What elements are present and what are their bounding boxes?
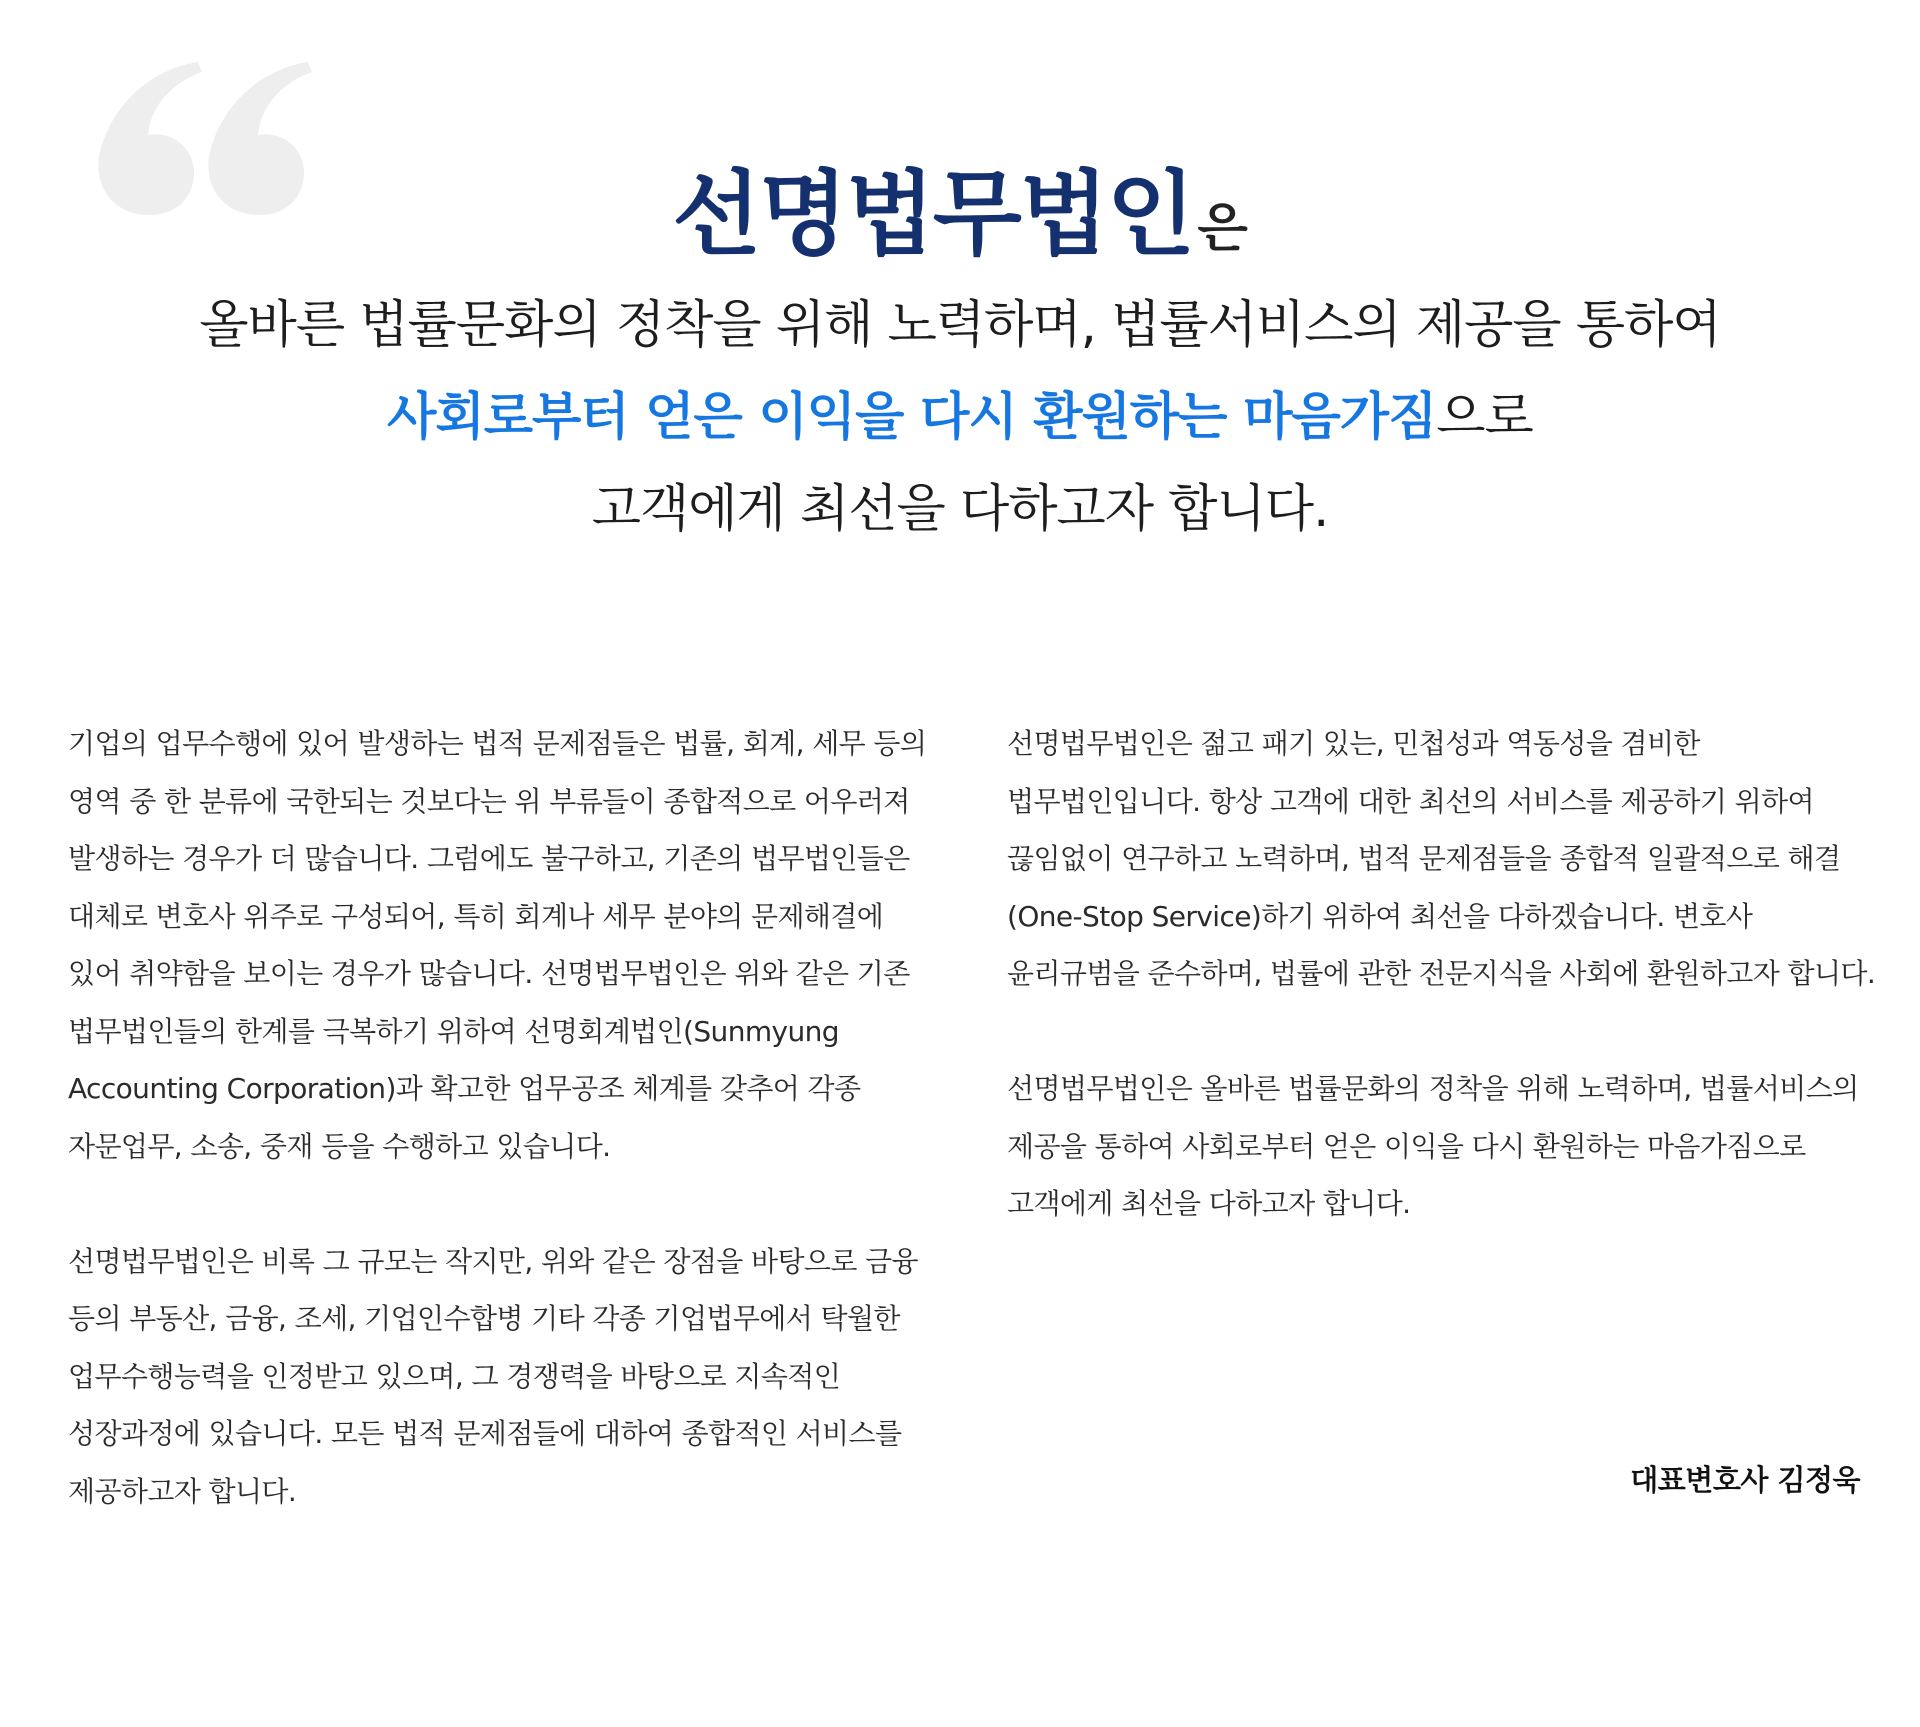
hero-line-1: 올바른 법률문화의 정착을 위해 노력하며, 법률서비스의 제공을 통하여 (199, 296, 1721, 355)
hero-line-2-suffix: 으로 (1436, 388, 1533, 447)
left-paragraph-2: 선명법무법인은 비록 그 규모는 작지만, 위와 같은 장점을 바탕으로 금융 등의 부동산, 금융, 조세, 기업인수합병 기타 각종 기업법무에서 탁월한 업무수행능력을 인정받고 있으며, 그 경쟁력을 바탕으로 지속적인 성장과정에 있습니다. 모든 법적 문제점들에 대하여 종합적인 서비스를 제공하고자 합니다. (68, 1244, 918, 1508)
right-paragraph-2: 선명법무법인은 올바른 법률문화의 정착을 위해 노력하며, 법률서비스의 제공을 통하여 사회로부터 얻은 이익을 다시 환원하는 마음가짐으로 고객에게 최선을 다하고자 합니다. (1007, 1072, 1859, 1220)
hero-highlight: 사회로부터 얻은 이익을 다시 환원하는 마음가짐 (387, 388, 1437, 447)
hero-section (0, 150, 1920, 556)
right-paragraph-1: 선명법무법인은 젊고 패기 있는, 민첩성과 역동성을 겸비한 법무법인입니다. 항상 고객에 대한 최선의 서비스를 제공하기 위하여 끊임없이 연구하고 노력하며, 법적 문제점들을 종합적 일괄적으로 해결(One-Stop Service)하기 위하여 최선을 다하겠습니다. 변호사 윤리규범을 준수하며, 법률에 관한 전문지식을 사회에 환원하고자 합니다. (1007, 727, 1876, 990)
signature: 대표변호사 김정욱 (1630, 1463, 1860, 1497)
hero-line-2 (0, 372, 1920, 464)
hero-line-3: 고객에게 최선을 다하고자 합니다. (591, 480, 1329, 539)
firm-name-particle: 은 (1197, 199, 1248, 259)
left-paragraph-1: 기업의 업무수행에 있어 발생하는 법적 문제점들은 법률, 회계, 세무 등의 영역 중 한 분류에 국한되는 것보다는 위 부류들이 종합적으로 어우러져 발생하는 경우가 더 많습니다. 그럼에도 불구하고, 기존의 법무법인들은 대체로 변호사 위주로 구성되어, 특히 회계나 세무 분야의 문제해결에 있어 취약함을 보이는 경우가 많습니다. 선명법무법인은 위와 같은 기존 법무법인들의 한계를 극복하기 위하여 선명회계법인(Sunmyung Accounting Corporation)과 확고한 업무공조 체계를 갖추어 각종 자문업무, 소송, 중재 등을 수행하고 있습니다. (68, 727, 927, 1163)
hero-title (0, 150, 1920, 280)
firm-name: 선명법무법인 (672, 161, 1194, 268)
left-column (68, 715, 928, 1578)
right-column (1007, 715, 1877, 1290)
